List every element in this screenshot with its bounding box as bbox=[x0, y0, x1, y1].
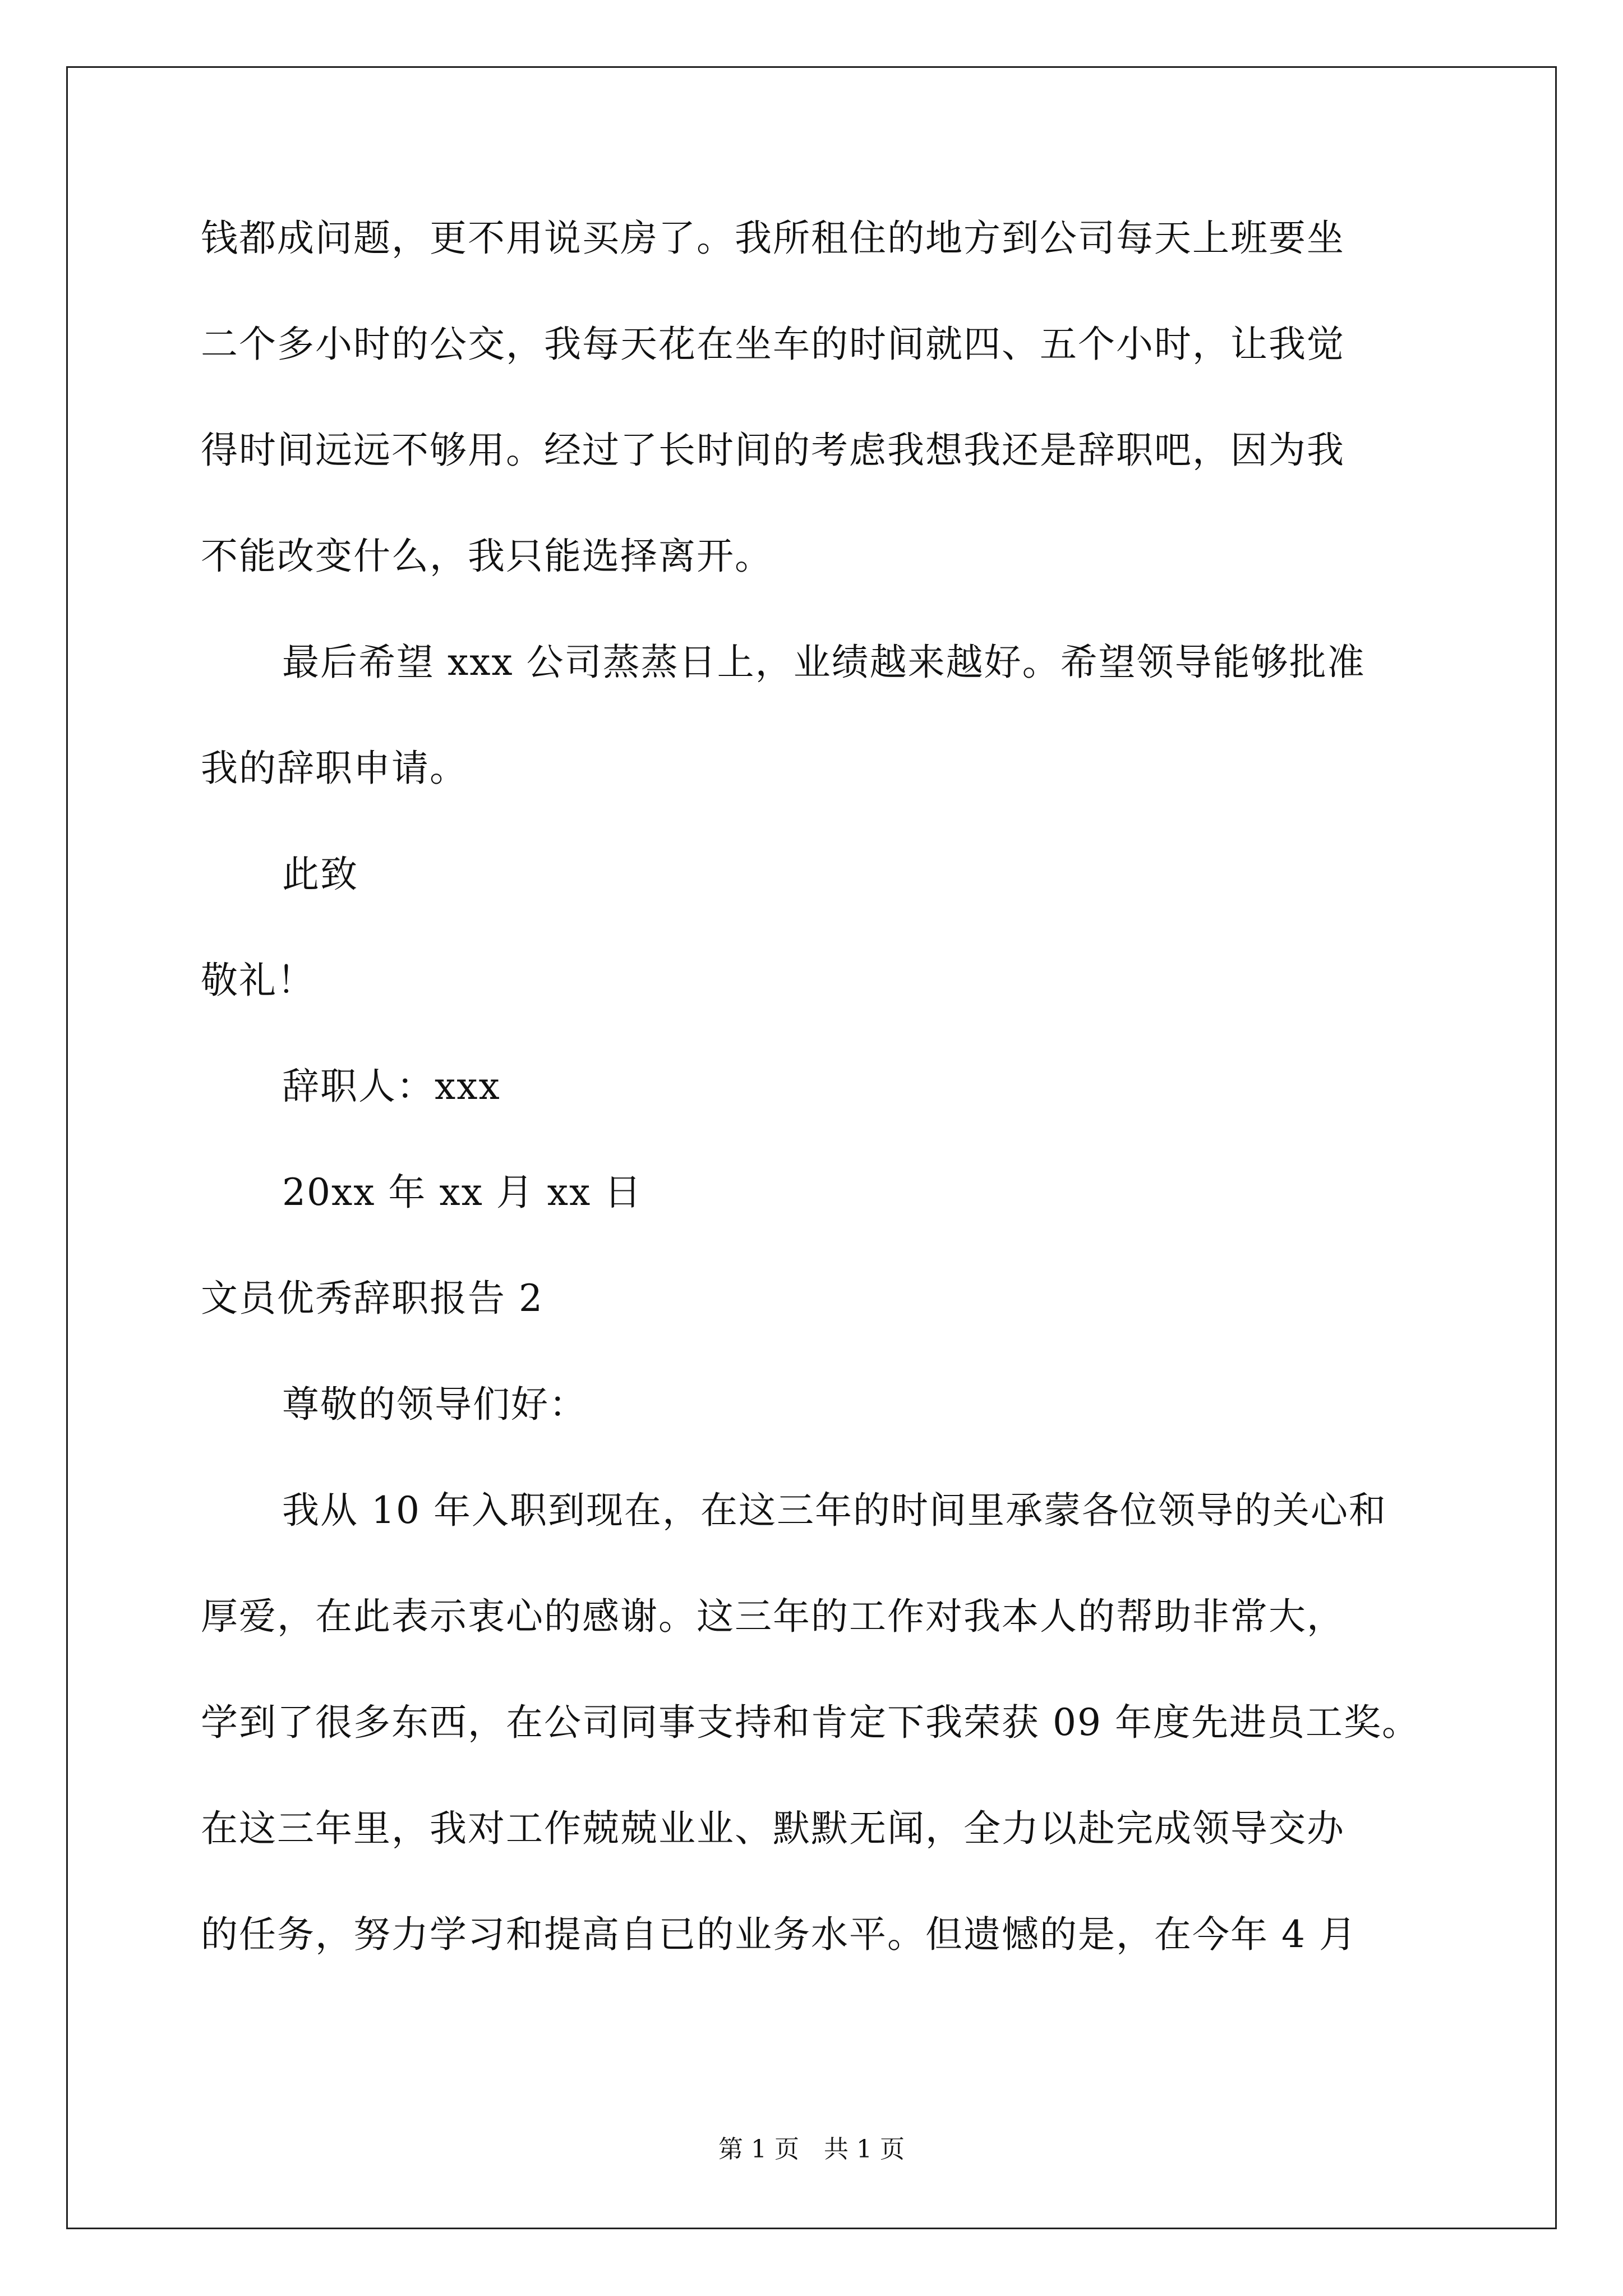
text-line: 20xx 年 xx 月 xx 日 bbox=[282, 1171, 643, 1214]
text-line: 的任务，努力学习和提高自已的业务水平。但遗憾的是，在今年 4 月 bbox=[201, 1913, 1357, 1956]
text-line: 敬礼！ bbox=[201, 959, 315, 1002]
text-line: 辞职人：xxx bbox=[282, 1065, 501, 1108]
text-line: 二个多小时的公交，我每天花在坐车的时间就四、五个小时，让我觉 bbox=[201, 323, 1345, 366]
text-line: 钱都成问题，更不用说买房了。我所租住的地方到公司每天上班要坐 bbox=[201, 217, 1345, 260]
section-heading: 文员优秀辞职报告 2 bbox=[201, 1277, 543, 1320]
page-border bbox=[66, 66, 1557, 2229]
text-line: 不能改变什么，我只能选择离开。 bbox=[201, 535, 773, 578]
text-line: 我从 10 年入职到现在，在这三年的时间里承蒙各位领导的关心和 bbox=[282, 1489, 1387, 1532]
text-line: 学到了很多东西，在公司同事支持和肯定下我荣获 09 年度先进员工奖。 bbox=[201, 1701, 1420, 1744]
text-line: 我的辞职申请。 bbox=[201, 747, 468, 790]
text-line: 得时间远远不够用。经过了长时间的考虑我想我还是辞职吧，因为我 bbox=[201, 429, 1345, 472]
text-line: 在这三年里，我对工作兢兢业业、默默无闻，全力以赴完成领导交办 bbox=[201, 1807, 1345, 1850]
text-line: 最后希望 xxx 公司蒸蒸日上，业绩越来越好。希望领导能够批准 bbox=[282, 641, 1366, 684]
text-line: 厚爱，在此表示衷心的感谢。这三年的工作对我本人的帮助非常大， bbox=[201, 1595, 1345, 1638]
text-line: 尊敬的领导们好： bbox=[282, 1383, 587, 1426]
text-line: 此致 bbox=[282, 853, 358, 896]
page-number: 第 1 页 共 1 页 bbox=[718, 2135, 905, 2164]
